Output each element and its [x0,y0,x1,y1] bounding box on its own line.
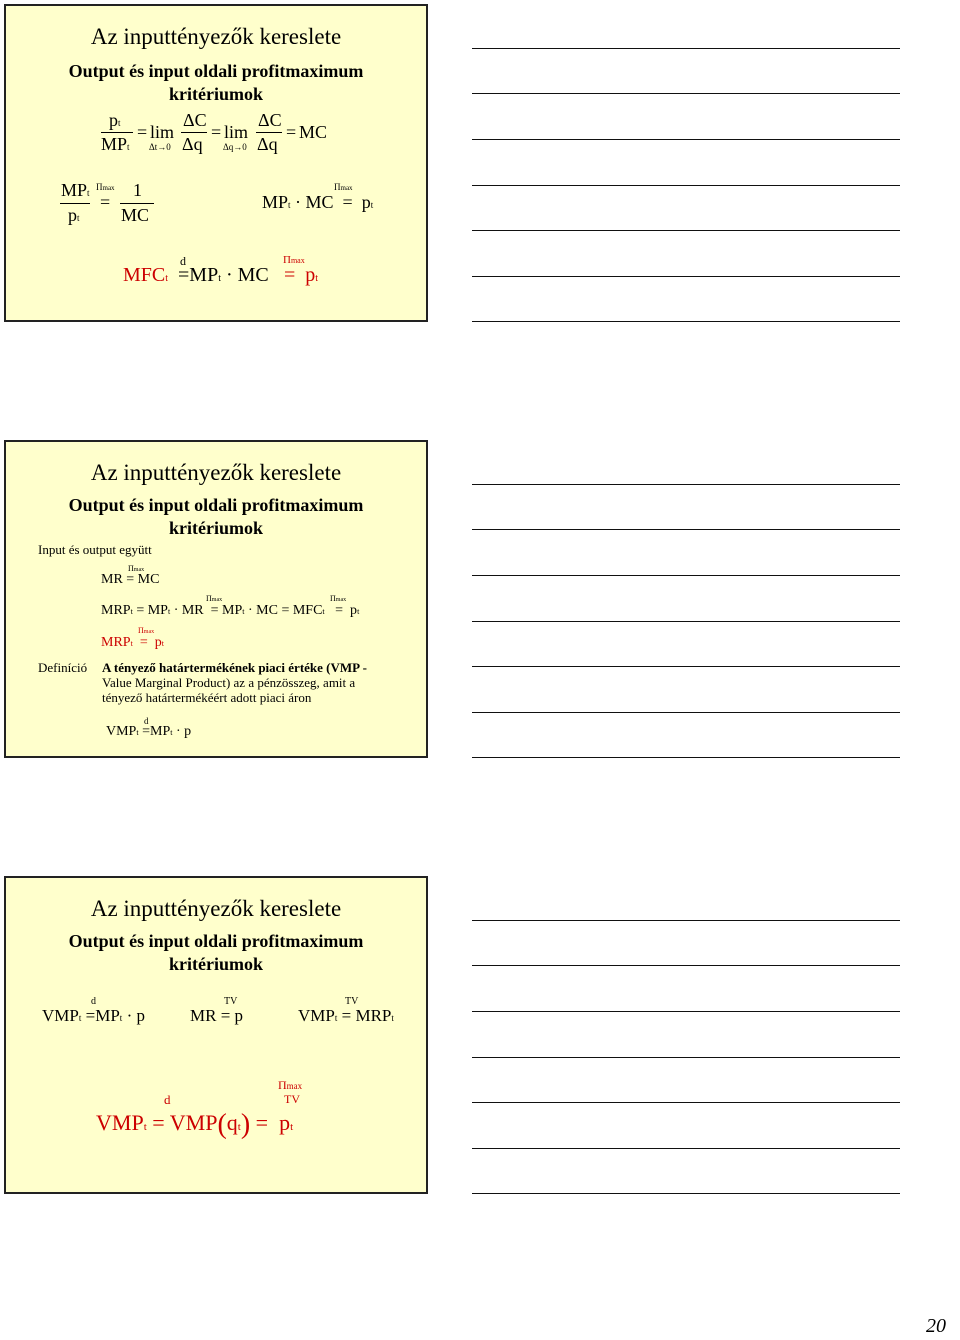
formula-vmp: VMPt =MPt · p [106,724,192,739]
formula-mrp-pt: MRPt = pt [101,635,164,650]
formula-mr-mc: MR = MC [101,572,160,587]
formula-vmp: VMPt =MPt · p [42,1006,145,1025]
slide-2: Az inputtényezők kereslete Output és input oldali profitmaximum kritériumok Input és output együtt Πmax MR = MC Πmax Πmax MRPt = MPt · MR = MPt · MC = MFCt = pt Πmax MRPt = pt Definíció A tényező határtermékének piaci értéke (VMP - Value Marginal Product) az a pénzösszeg, amit a tényező határtermékéért adott piaci áron d VMPt =MPt · p [4,440,428,758]
page-number: 20 [926,1315,946,1337]
slide-title: Az inputtényezők kereslete [90,896,342,921]
formula-vmp-mrp: VMPt = MRPt [298,1006,394,1025]
slide-title: Az inputtényezők kereslete [90,460,342,485]
formula-final: VMPt = VMP(qt) = pt [96,1109,294,1140]
slide-subtitle-line1: Output és input oldali profitmaximum [68,61,364,81]
slide-subtitle-line2: kritériumok [169,84,263,104]
formula-mrp-chain: MRPt = MPt · MR = MPt · MC = MFCt = pt [101,603,360,618]
intro-text: Input és output együtt [38,542,152,557]
slide-1: Az inputtényezők kereslete Output és input oldali profitmaximum kritériumok pt MPt = lim Δt→0 ΔC Δq = lim Δq→0 ΔC Δq = MC MPt pt Πmax = 1 MC Πmax MPt · MC = pt d Πmax MFCt =MPt · MC = pt [4,4,428,322]
slide-subtitle-line1: Output és input oldali profitmaximum [68,495,364,515]
slide-subtitle-line2: kritériumok [169,518,263,538]
definition-text: A tényező határtermékének piaci értéke (VMP - Value Marginal Product) az a pénzösszeg, amit a tényező határtermékéért adott piaci áron [102,660,367,705]
slide-title: Az inputtényezők kereslete [90,24,342,49]
formula-mr-p: MR = p [190,1006,244,1025]
slide-subtitle-line1: Output és input oldali profitmaximum [68,931,364,951]
definition-label: Definíció [38,660,88,675]
slide-3: Az inputtényezők kereslete Output és input oldali profitmaximum kritériumok d VMPt =MPt · p TV MR = p TV VMPt = MRPt Πmax TV d VMPt = VMP(qt) = pt [4,876,428,1194]
slide-subtitle-line2: kritériumok [169,954,263,974]
